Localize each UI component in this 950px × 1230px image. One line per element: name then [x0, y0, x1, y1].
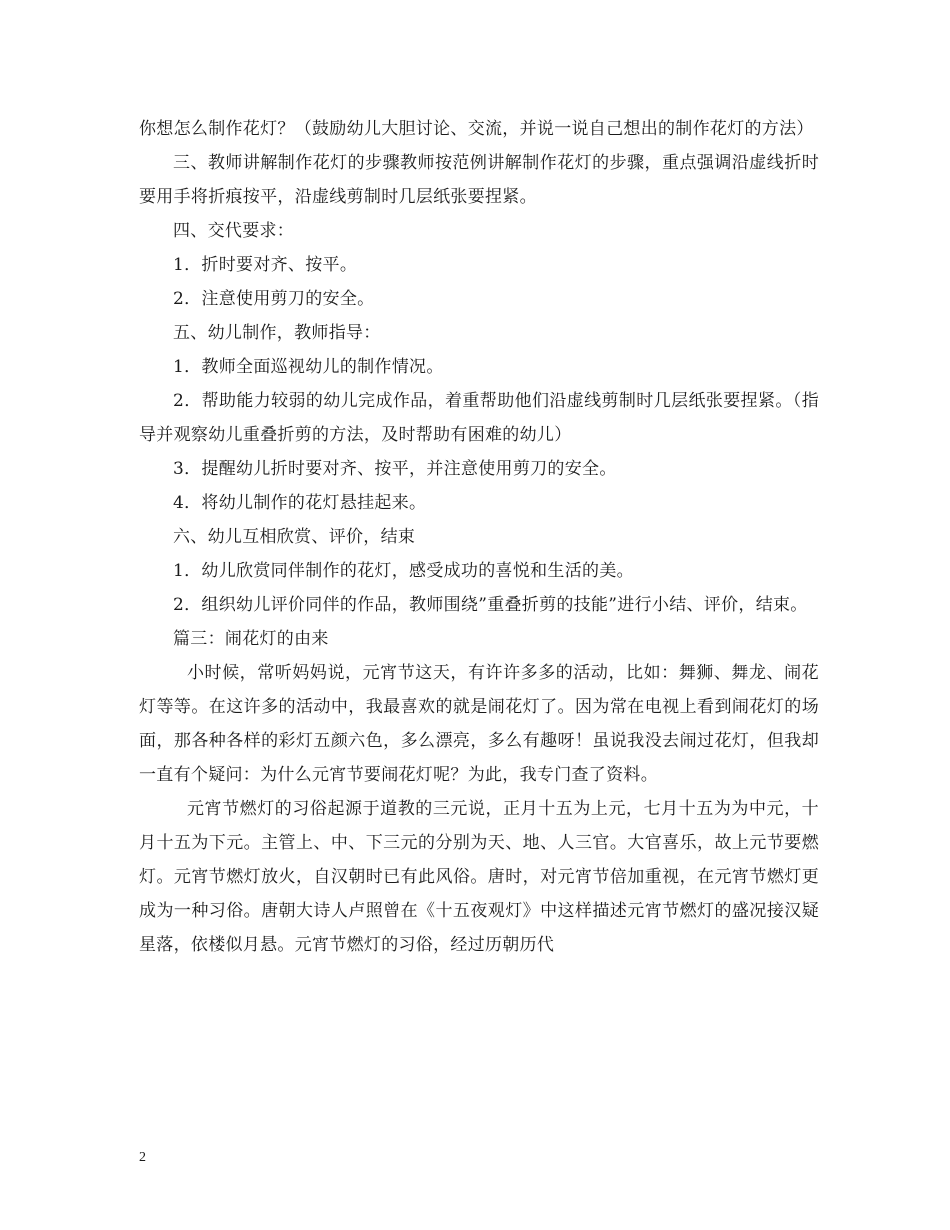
paragraph-childhood-memory: 小时候，常听妈妈说，元宵节这天，有许许多多的活动，比如：舞狮、舞龙、闹花灯等等。在这许多的活动中，我最喜欢的就是闹花灯了。因为常在电视上看到闹花灯的场面，那各种各样的彩灯五颜六色，多么漂亮，多么有趣呀！虽说我没去闹过花灯，但我却一直有个疑问：为什么元宵节要闹花灯呢？为此，我专门查了资料。: [139, 663, 819, 785]
page-number: 2: [139, 1150, 146, 1165]
paragraph-step-four-heading: 四、交代要求：: [173, 221, 295, 241]
paragraph-guidance-4: 4．将幼儿制作的花灯悬挂起来。: [173, 493, 427, 513]
paragraph-step-three: 三、教师讲解制作花灯的步骤教师按范例讲解制作花灯的步骤，重点强调沿虚线折时要用手将折痕按平，沿虚线剪制时几层纸张要捏紧。: [139, 153, 819, 207]
section-heading-part-three: 篇三：闹花灯的由来: [173, 629, 329, 649]
paragraph-guidance-1: 1．教师全面巡视幼儿的制作情况。: [173, 357, 444, 377]
document-body: [139, 112, 819, 962]
paragraph-requirement-2: 2．注意使用剪刀的安全。: [173, 289, 375, 309]
paragraph-requirement-1: 1．折时要对齐、按平。: [173, 255, 358, 275]
paragraph-step-six-heading: 六、幼儿互相欣赏、评价，结束: [173, 527, 416, 547]
paragraph-intro-question: 你想怎么制作花灯？（鼓励幼儿大胆讨论、交流，并说一说自己想出的制作花灯的方法）: [139, 119, 814, 139]
paragraph-guidance-3: 3．提醒幼儿折时要对齐、按平，并注意使用剪刀的安全。: [173, 459, 617, 479]
paragraph-guidance-2: 2．帮助能力较弱的幼儿完成作品，着重帮助他们沿虚线剪制时几层纸张要捏紧。（指导并观察幼儿重叠折剪的方法，及时帮助有困难的幼儿）: [139, 391, 819, 445]
paragraph-step-five-heading: 五、幼儿制作，教师指导：: [173, 323, 381, 343]
paragraph-lantern-origin: 元宵节燃灯的习俗起源于道教的三元说，正月十五为上元，七月十五为为中元，十月十五为下元。主管上、中、下三元的分别为天、地、人三官。大官喜乐，故上元节要燃灯。元宵节燃灯放火，自汉朝时已有此风俗。唐时，对元宵节倍加重视，在元宵节燃灯更成为一种习俗。唐朝大诗人卢照曾在《十五夜观灯》中这样描述元宵节燃灯的盛况接汉疑星落，依楼似月悬。元宵节燃灯的习俗，经过历朝历代: [139, 799, 819, 955]
paragraph-evaluation-2: 2．组织幼儿评价同伴的作品，教师围绕”重叠折剪的技能”进行小结、评价，结束。: [173, 595, 808, 615]
paragraph-evaluation-1: 1．幼儿欣赏同伴制作的花灯，感受成功的喜悦和生活的美。: [173, 561, 634, 581]
